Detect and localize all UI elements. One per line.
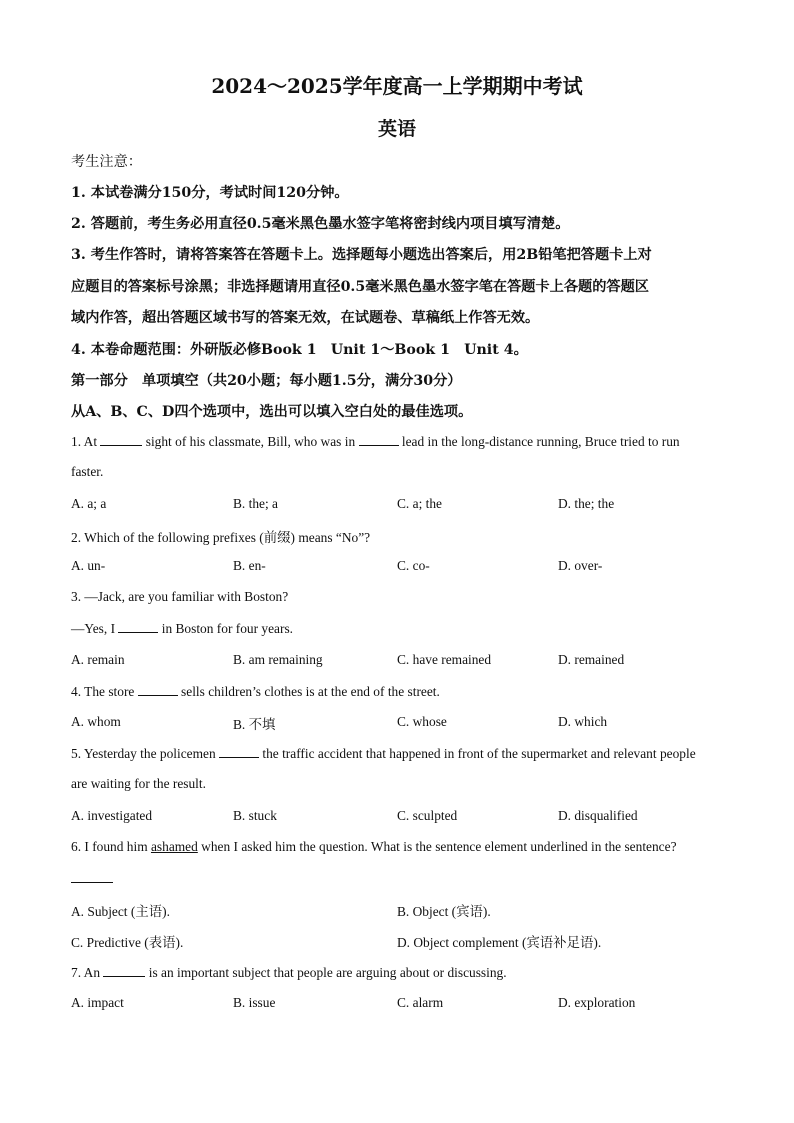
question-7-option-b[interactable]: B. issue <box>233 995 276 1010</box>
question-3-option-b[interactable]: B. am remaining <box>233 652 323 667</box>
question-5-stem: 5. Yesterday the policemen the traffic accident that happened in front of the supermarket and relevant people <box>71 746 696 761</box>
question-6-option-c[interactable]: C. Predictive (表语). <box>71 935 184 950</box>
answer-blank <box>118 620 158 633</box>
notice-line: 3. 考生作答时，请将答案答在答题卡上。选择题每小题选出答案后，用2B铅笔把答题卡上对 <box>71 247 652 263</box>
question-5-option-a[interactable]: A. investigated <box>71 808 153 823</box>
question-2-option-a[interactable]: A. un- <box>71 558 106 573</box>
question-6-stem: 6. I found him ashamed when I asked him the question. What is the sentence element underlined in the sentence? <box>71 839 677 854</box>
question-5-option-d[interactable]: D. disqualified <box>558 808 638 823</box>
answer-blank <box>71 870 113 883</box>
notice-line: 4. 本卷命题范围：外研版必修Book 1 Unit 1～Book 1 Unit 4。 <box>71 342 528 358</box>
question-1-option-a[interactable]: A. a; a <box>71 496 107 511</box>
question-4-stem: 4. The store sells children’s clothes is at the end of the street. <box>71 684 440 699</box>
question-6-option-d[interactable]: D. Object complement (宾语补足语). <box>397 935 602 950</box>
section-instruction: 从A、B、C、D四个选项中，选出可以填入空白处的最佳选项。 <box>71 404 473 420</box>
question-3-option-c[interactable]: C. have remained <box>397 652 492 667</box>
notice-line: 2. 答题前，考生务必用直径0.5毫米黑色墨水签字笔将密封线内项目填写清楚。 <box>71 216 570 232</box>
question-5-option-c[interactable]: C. sculpted <box>397 808 458 823</box>
question-3-stem-cont: —Yes, I in Boston for four years. <box>71 621 294 636</box>
question-7-stem: 7. An is an important subject that people are arguing about or discussing. <box>71 965 507 980</box>
answer-blank <box>359 433 399 446</box>
answer-blank <box>219 745 259 758</box>
question-4-option-a[interactable]: A. whom <box>71 714 121 729</box>
question-1-option-d[interactable]: D. the; the <box>558 496 615 511</box>
question-5-stem-cont: are waiting for the result. <box>71 776 206 791</box>
underlined-word: ashamed <box>150 839 198 854</box>
question-5-option-b[interactable]: B. stuck <box>233 808 277 823</box>
question-7-option-a[interactable]: A. impact <box>71 995 124 1010</box>
question-2-option-d[interactable]: D. over- <box>558 558 603 573</box>
question-3-option-d[interactable]: D. remained <box>558 652 625 667</box>
section-title: 第一部分 单项填空（共20小题；每小题1.5分，满分30分） <box>71 373 462 389</box>
question-7-option-c[interactable]: C. alarm <box>397 995 444 1010</box>
notice-line: 域内作答，超出答题区域书写的答案无效，在试题卷、草稿纸上作答无效。 <box>71 310 540 326</box>
question-2-option-b[interactable]: B. en- <box>233 558 266 573</box>
question-1-stem-cont: faster. <box>71 464 104 479</box>
question-7-option-d[interactable]: D. exploration <box>558 995 636 1010</box>
question-4-option-b[interactable]: B. 不填 <box>233 717 276 732</box>
question-1-stem: 1. At sight of his classmate, Bill, who was in lead in the long-distance running, Bruce tried to run <box>71 434 680 449</box>
answer-blank <box>103 964 145 977</box>
answer-blank <box>100 433 142 446</box>
exam-subject: 英语 <box>377 118 416 140</box>
question-2-option-c[interactable]: C. co- <box>397 558 430 573</box>
question-4-option-c[interactable]: C. whose <box>397 714 447 729</box>
notice-heading: 考生注意： <box>71 154 142 170</box>
exam-title: 2024～2025学年度高一上学期期中考试 <box>211 74 583 98</box>
question-3-option-a[interactable]: A. remain <box>71 652 125 667</box>
notice-line: 应题目的答案标号涂黑；非选择题请用直径0.5毫米黑色墨水签字笔在答题卡上各题的答题区 <box>71 279 649 295</box>
question-6-option-a[interactable]: A. Subject (主语). <box>71 904 170 919</box>
question-6-blank-line <box>71 870 113 887</box>
question-3-stem: 3. —Jack, are you familiar with Boston? <box>71 589 289 604</box>
question-2-stem: 2. Which of the following prefixes (前缀) means “No”? <box>71 530 371 545</box>
answer-blank <box>138 683 178 696</box>
notice-line: 1. 本试卷满分150分，考试时间120分钟。 <box>71 185 349 201</box>
question-4-option-d[interactable]: D. which <box>558 714 608 729</box>
question-6-option-b[interactable]: B. Object (宾语). <box>397 904 491 919</box>
question-1-option-b[interactable]: B. the; a <box>233 496 278 511</box>
question-1-option-c[interactable]: C. a; the <box>397 496 442 511</box>
